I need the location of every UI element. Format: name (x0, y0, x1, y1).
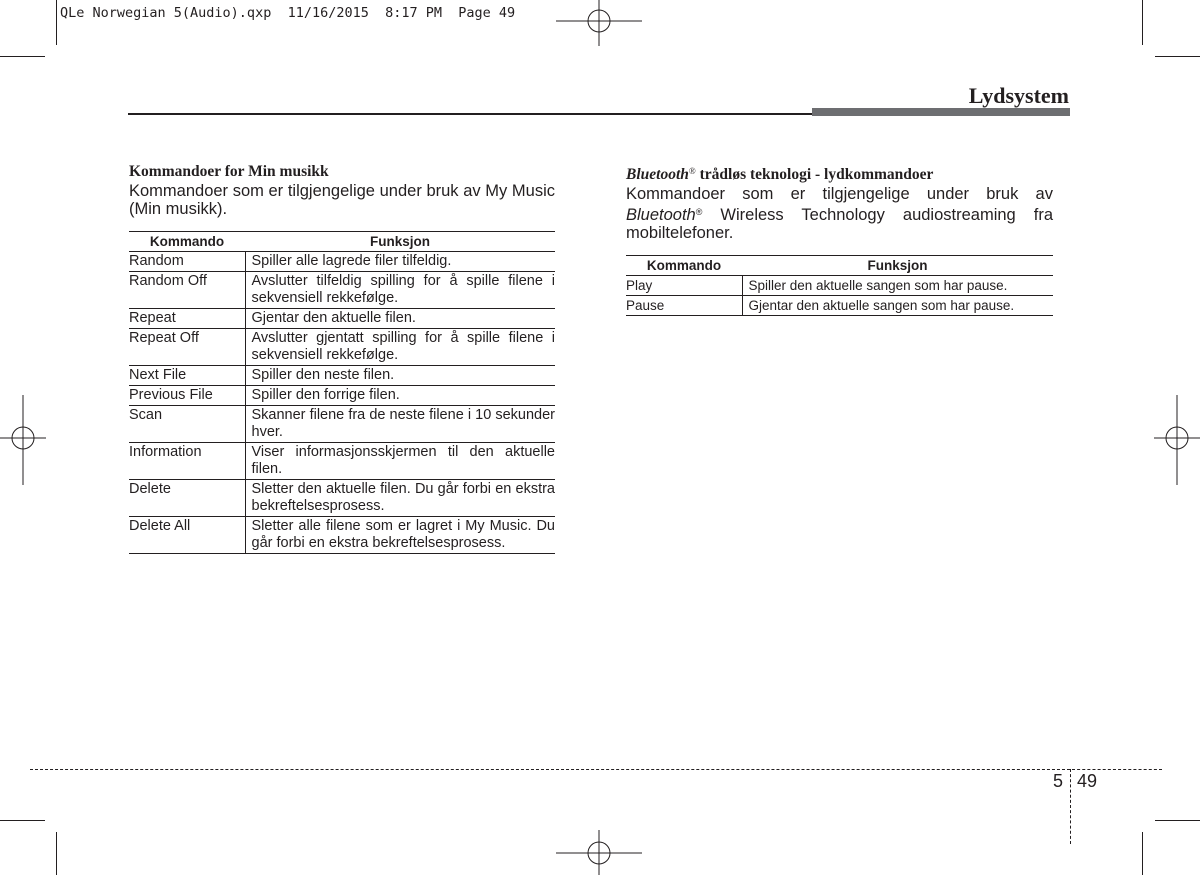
table-row (129, 309, 555, 329)
function-cell: Skanner filene fra de neste filene i 10 sekunder hver. (245, 406, 555, 443)
crop-mark (56, 832, 57, 875)
function-cell: Spiller den forrige filen. (245, 386, 555, 406)
registration-mark-right (1154, 395, 1200, 485)
table-row (129, 480, 555, 517)
table-row (129, 252, 555, 272)
intro-paragraph (626, 185, 1053, 242)
function-cell: Sletter alle filene som er lagret i My Music. Du går forbi en ekstra bekreftelsesprosess. (245, 517, 555, 554)
heading-text: trådløs teknologi - lydkommandoer (695, 166, 934, 183)
crop-mark (1155, 56, 1200, 57)
crop-mark (0, 820, 45, 821)
function-cell: Spiller alle lagrede filer tilfeldig. (245, 252, 555, 272)
header-tab-bar (812, 108, 1070, 116)
function-cell: Sletter den aktuelle filen. Du går forbi en ekstra bekreftelsesprosess. (245, 480, 555, 517)
bluetooth-commands-section (626, 162, 1053, 316)
function-cell: Avslutter tilfeldig spilling for å spille filene i sekvensiell rekkefølge. (245, 272, 555, 309)
footer-dashed-rule (30, 769, 1070, 770)
column-header: Kommando (626, 256, 742, 276)
table-row (129, 329, 555, 366)
function-cell: Gjentar den aktuelle filen. (245, 309, 555, 329)
function-cell: Avslutter gjentatt spilling for å spille filene i sekvensiell rekkefølge. (245, 329, 555, 366)
footer-dashed-rule (1072, 769, 1162, 770)
function-cell: Spiller den aktuelle sangen som har pause. (742, 276, 1053, 296)
command-cell: Random Off (129, 272, 245, 309)
crop-mark (56, 0, 57, 45)
command-cell: Scan (129, 406, 245, 443)
table-header-row (626, 256, 1053, 276)
page-number-divider (1070, 769, 1071, 844)
header-rule (128, 113, 813, 115)
table-row (129, 406, 555, 443)
command-cell: Play (626, 276, 742, 296)
section-heading: Kommandoer for Min musikk (129, 163, 329, 180)
table-row (129, 272, 555, 309)
command-cell: Information (129, 443, 245, 480)
crop-mark (0, 56, 45, 57)
intro-brand: Bluetooth (626, 206, 696, 224)
heading-brand: Bluetooth (626, 166, 689, 183)
function-cell: Viser informasjonsskjermen til den aktuelle filen. (245, 443, 555, 480)
section-title: Lydsystem (968, 83, 1069, 108)
table-row (129, 443, 555, 480)
intro-text: Kommandoer som er tilgjengelige under bruk av (626, 185, 1053, 203)
command-cell: Previous File (129, 386, 245, 406)
table-header-row (129, 232, 555, 252)
chapter-number: 5 (1053, 771, 1064, 791)
command-cell: Pause (626, 296, 742, 316)
section-heading (626, 162, 1053, 184)
print-slug: QLe Norwegian 5(Audio).qxp 11/16/2015 8:17 PM Page 49 (60, 5, 516, 21)
registered-mark: ® (688, 166, 696, 176)
column-header: Funksjon (245, 232, 555, 252)
function-cell: Gjentar den aktuelle sangen som har pause. (742, 296, 1053, 316)
function-cell: Spiller den neste filen. (245, 366, 555, 386)
registration-mark-top (556, 0, 642, 46)
table-row (626, 296, 1053, 316)
command-cell: Random (129, 252, 245, 272)
my-music-commands-section (129, 162, 555, 554)
crop-mark (1142, 0, 1143, 45)
command-cell: Delete (129, 480, 245, 517)
command-cell: Next File (129, 366, 245, 386)
table-row (626, 276, 1053, 296)
table-row (129, 517, 555, 554)
commands-table (626, 255, 1053, 316)
intro-paragraph: Kommandoer som er tilgjengelige under bruk av My Music (Min musikk). (129, 182, 555, 218)
registration-mark-left (0, 395, 46, 485)
column-header: Kommando (129, 232, 245, 252)
table-row (129, 386, 555, 406)
table-row (129, 366, 555, 386)
command-cell: Repeat (129, 309, 245, 329)
registration-mark-bottom (556, 830, 642, 875)
crop-mark (1142, 832, 1143, 875)
command-cell: Delete All (129, 517, 245, 554)
command-cell: Repeat Off (129, 329, 245, 366)
registered-mark: ® (695, 207, 703, 217)
crop-mark (1155, 820, 1200, 821)
intro-text: Wireless Technology audiostreaming fra mobiltelefoner. (626, 206, 1053, 242)
commands-table (129, 231, 555, 554)
page-number: 49 (1077, 771, 1098, 791)
column-header: Funksjon (742, 256, 1053, 276)
